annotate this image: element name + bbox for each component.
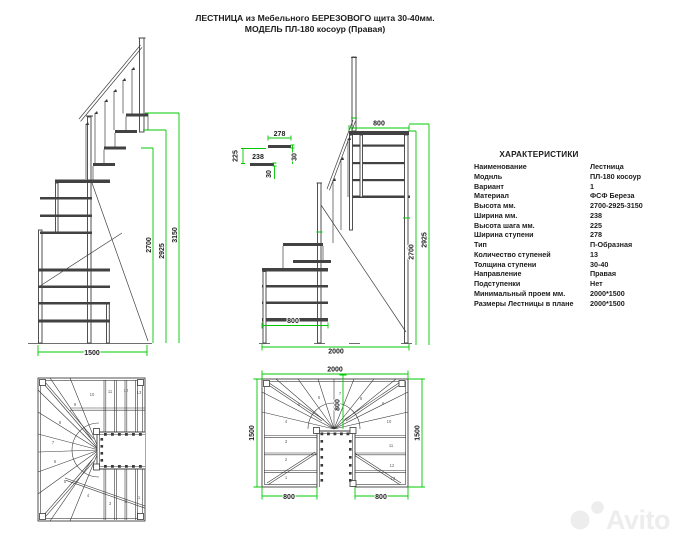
watermark-text: Avito bbox=[606, 505, 670, 535]
dim-tread-238: 238 bbox=[252, 154, 264, 161]
plan-right-step-9: 9 bbox=[381, 401, 385, 406]
plan-right-step-1: 1 bbox=[284, 475, 288, 480]
table-row bbox=[474, 211, 674, 221]
row-label: Минимальный проем мм. bbox=[474, 288, 566, 298]
row-value: 2000*1500 bbox=[590, 298, 625, 308]
plan-left-step-7: 7 bbox=[51, 440, 55, 445]
plan-view-left bbox=[38, 378, 145, 521]
row-label: Моднль bbox=[474, 171, 503, 181]
table-row bbox=[474, 250, 674, 260]
row-label: Тип bbox=[474, 240, 487, 249]
characteristics-table bbox=[474, 150, 674, 308]
dim-height-3150: 3150 bbox=[172, 227, 179, 243]
characteristics-heading: ХАРАКТЕРИСТИКИ bbox=[499, 150, 579, 159]
plan-left-step-9: 9 bbox=[73, 402, 77, 407]
row-value: 1 bbox=[590, 181, 594, 191]
table-row bbox=[474, 299, 674, 309]
dim-flight-800: 800 bbox=[287, 318, 299, 325]
table-row bbox=[474, 191, 674, 201]
plan-left-step-13: 13 bbox=[136, 390, 142, 395]
plan-left-step-1: 1 bbox=[137, 495, 141, 500]
dim-front-2700: 2700 bbox=[408, 244, 416, 260]
drawing-title-line2: МОДЕЛЬ ПЛ-180 косоур (Правая) bbox=[244, 24, 386, 34]
row-label: Количество ступеней bbox=[474, 249, 551, 259]
row-label: Наименование bbox=[474, 162, 527, 171]
plan-right-step-11: 11 bbox=[388, 443, 394, 448]
dim-height-2700: 2700 bbox=[146, 237, 153, 253]
row-value: 225 bbox=[590, 220, 602, 230]
dim-plan-1500-right: 1500 bbox=[414, 425, 422, 441]
dim-tread-278: 278 bbox=[273, 131, 286, 138]
table-row bbox=[474, 279, 674, 289]
avito-logo-icon bbox=[571, 511, 590, 530]
row-value: ФСФ Береза bbox=[590, 191, 635, 201]
row-value: 30-40 bbox=[590, 259, 609, 269]
row-value: Лестница bbox=[590, 162, 624, 171]
plan-left-step-6: 6 bbox=[53, 459, 57, 464]
plan-right-step-6: 6 bbox=[317, 395, 321, 400]
table-row bbox=[474, 260, 674, 270]
table-row bbox=[474, 182, 674, 192]
dim-plan-800-opening: 800 bbox=[334, 399, 342, 411]
plan-left-step-3: 3 bbox=[108, 501, 112, 506]
row-label: Размеры Лестницы в плане bbox=[474, 298, 574, 308]
row-label: Высота шага мм. bbox=[474, 220, 535, 230]
dim-plan-1500-left: 1500 bbox=[249, 425, 256, 441]
row-label: Подступенки bbox=[474, 279, 521, 288]
avito-logo-icon-small bbox=[591, 501, 604, 514]
plan-right-step-8: 8 bbox=[359, 396, 363, 401]
drawing-title bbox=[150, 13, 480, 35]
dim-front-2925: 2925 bbox=[421, 232, 429, 248]
plan-left-step-12: 12 bbox=[123, 388, 129, 393]
dim-height-2925: 2925 bbox=[159, 243, 166, 259]
dim-thickness-30-lower: 30 bbox=[266, 170, 273, 178]
plan-right-step-3: 3 bbox=[284, 439, 288, 444]
plan-right-step-13: 13 bbox=[390, 476, 396, 481]
plan-left-step-2: 2 bbox=[124, 499, 128, 504]
dim-thickness-30-upper: 30 bbox=[291, 153, 299, 161]
row-value: Правая bbox=[590, 269, 617, 279]
dim-width-1500: 1500 bbox=[84, 350, 100, 357]
row-value: ПЛ-180 косоур bbox=[590, 171, 641, 181]
row-value: 2000*1500 bbox=[590, 288, 625, 298]
plan-left-step-5: 5 bbox=[63, 479, 67, 484]
dim-rise-225: 225 bbox=[232, 150, 240, 162]
row-value: 2700-2925-3150 bbox=[590, 201, 643, 210]
plan-right-step-12: 12 bbox=[389, 463, 395, 468]
avito-watermark bbox=[571, 501, 671, 535]
step-detail-view bbox=[233, 131, 299, 179]
table-row bbox=[474, 230, 674, 240]
row-value: 278 bbox=[590, 230, 602, 240]
plan-left-step-4: 4 bbox=[86, 493, 90, 498]
plan-right-step-10: 10 bbox=[386, 419, 392, 424]
plan-right-step-4: 4 bbox=[284, 419, 288, 424]
side-elevation-view bbox=[28, 38, 179, 357]
table-row bbox=[474, 172, 674, 182]
table-row bbox=[474, 289, 674, 299]
row-value: П-Образная bbox=[590, 240, 633, 249]
row-value: 238 bbox=[590, 210, 602, 220]
plan-right-step-2: 2 bbox=[284, 457, 288, 462]
table-row bbox=[474, 269, 674, 279]
row-label: Высота мм. bbox=[474, 201, 516, 210]
plan-right-step-7: 7 bbox=[338, 391, 342, 396]
row-label: Вариант bbox=[474, 181, 504, 191]
dim-plan-800-right: 800 bbox=[375, 494, 387, 501]
plan-left-step-8: 8 bbox=[58, 420, 62, 425]
plan-view-right bbox=[249, 367, 425, 502]
table-row bbox=[474, 162, 674, 172]
dim-plan-800-left: 800 bbox=[283, 494, 295, 501]
dim-landing-800: 800 bbox=[373, 120, 385, 128]
plan-left-step-10: 10 bbox=[89, 392, 95, 397]
row-label: Материал bbox=[474, 191, 509, 201]
row-value: 13 bbox=[590, 249, 598, 259]
table-row bbox=[474, 221, 674, 231]
row-value: Нет bbox=[590, 279, 603, 288]
row-label: Ширина ступени bbox=[474, 230, 534, 240]
drawing-title-line1: ЛЕСТНИЦА из Мебельного БЕРЕЗОВОГО щита 30-40мм. bbox=[195, 13, 435, 23]
table-row bbox=[474, 240, 674, 250]
front-elevation-view bbox=[259, 57, 429, 356]
row-label: Толщина ступени bbox=[474, 259, 537, 269]
row-label: Ширина мм. bbox=[474, 210, 518, 220]
plan-right-step-5: 5 bbox=[297, 402, 301, 407]
dim-plan-2000: 2000 bbox=[327, 366, 343, 374]
table-row bbox=[474, 201, 674, 211]
row-label: Направление bbox=[474, 269, 522, 279]
dim-total-2000: 2000 bbox=[328, 348, 344, 356]
plan-left-step-11: 11 bbox=[107, 389, 113, 394]
